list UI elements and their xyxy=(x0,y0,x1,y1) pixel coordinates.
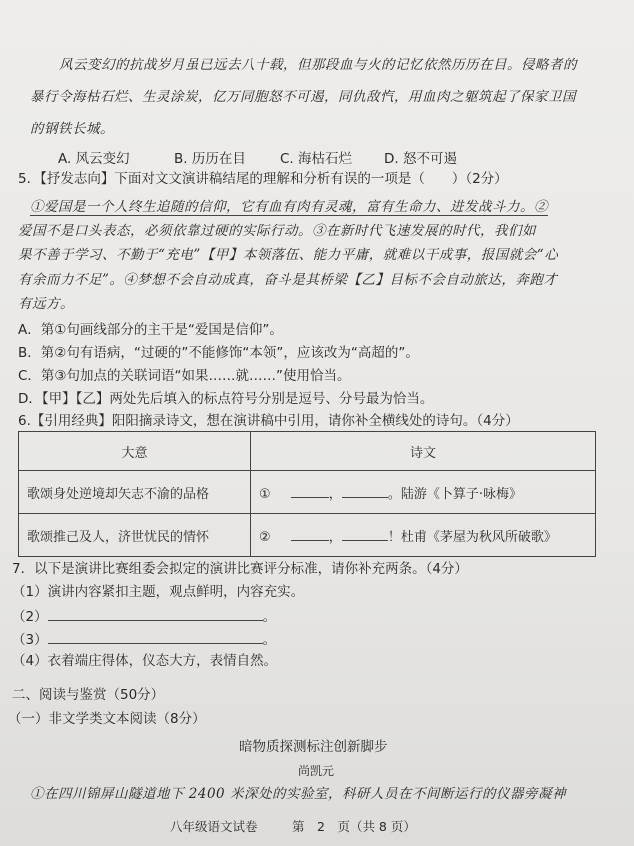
q5-option-a: A．第①句画线部分的主干是“爱国是信仰”。 xyxy=(18,322,283,338)
article-title: 暗物质探测标注创新脚步 xyxy=(239,739,388,755)
answer-blank[interactable] xyxy=(48,606,263,621)
row-separator: ， xyxy=(328,486,342,502)
poem-table xyxy=(18,431,596,557)
table-row xyxy=(19,471,596,514)
poem-table-header xyxy=(19,432,596,471)
passage-line-2: 暴行令海枯石烂、生灵涂炭，亿万同胞怒不可遏，同仇敌忾，用血肉之躯筑起了保家卫国 xyxy=(30,89,576,105)
passage-line-3: 的钢铁长城。 xyxy=(30,121,114,137)
item-number: （2） xyxy=(12,609,48,625)
answer-blank[interactable] xyxy=(342,526,388,541)
header-poem: 诗文 xyxy=(251,432,596,471)
q4-option-d: D. 怒不可遏 xyxy=(384,151,457,167)
q7-item-3 xyxy=(12,629,276,649)
article-author: 尚凯元 xyxy=(298,764,335,778)
q5-text-line-5: 有远方。 xyxy=(18,296,74,312)
table-row xyxy=(19,514,596,557)
row-source: ！杜甫《茅屋为秋风所破歌》 xyxy=(387,529,557,545)
answer-blank[interactable] xyxy=(291,526,329,541)
item-period: 。 xyxy=(262,632,277,648)
q5-underlined-sentence: ①爱国是一个人终生追随的信仰，它有血有肉有灵魂，富有生命力、进发战斗力。② xyxy=(30,199,548,215)
q4-option-a: A. 风云变幻 xyxy=(58,151,130,167)
q4-option-b: B. 历历在目 xyxy=(174,151,246,167)
q5-option-b: B．第②句有语病，“过硬的”不能修饰“本领”，应该改为“高超的”。 xyxy=(18,345,419,361)
q4-option-c: C. 海枯石烂 xyxy=(280,151,353,167)
row-separator: ， xyxy=(328,529,342,545)
row-source: 。陆游《卜算子·咏梅》 xyxy=(387,486,522,502)
q5-text-line-4: 有余而力不足”。④梦想不会自动成真，奋斗是其桥梁【乙】目标不会自动旅达，奔跑才 xyxy=(18,272,558,288)
item-period: 。 xyxy=(262,609,277,625)
section-subtitle: （一）非文学类文本阅读（8分） xyxy=(8,711,206,727)
q5-stem: 5．【抒发志向】下面对文文演讲稿结尾的理解和分析有误的一项是（ ）（2分） xyxy=(18,171,508,187)
row-poem xyxy=(251,471,596,514)
answer-blank[interactable] xyxy=(291,483,329,498)
q5-text-line-1 xyxy=(30,198,548,216)
q5-text-line-2: 爱国不是口头表态，必须依靠过硬的实际行动。③在新时代飞速发展的时代，我们如 xyxy=(18,223,536,239)
item-number: （3） xyxy=(12,632,48,648)
passage-line-1: 风云变幻的抗战岁月虽已远去八十载，但那段血与火的记忆依然历历在目。侵略者的 xyxy=(59,57,577,73)
header-meaning: 大意 xyxy=(19,432,251,471)
q6-stem: 6.【引用经典】阳阳摘录诗文，想在演讲稿中引用，请你补全横线处的诗句。（4分） xyxy=(18,413,519,429)
answer-blank[interactable] xyxy=(48,629,263,644)
section-title: 二、阅读与鉴赏（50分） xyxy=(12,687,165,703)
article-line-1: ①在四川锦屏山隧道地下 2400 米深处的实验室，科研人员在不间断运行的仪器旁凝神 xyxy=(30,786,566,802)
row-meaning: 歌颂推己及人，济世忧民的情怀 xyxy=(19,514,251,557)
row-number: ① xyxy=(259,486,271,502)
q7-stem: 7．以下是演讲比赛组委会拟定的演讲比赛评分标准，请你补充两条。（4分） xyxy=(12,561,468,577)
q7-item-2 xyxy=(12,606,276,626)
footer-title: 八年级语文试卷 xyxy=(170,819,258,834)
q5-option-c: C．第③句加点的关联词语“如果……就……”使用恰当。 xyxy=(18,368,351,384)
q5-option-d: D．【甲】【乙】两处先后填入的标点符号分别是逗号、分号最为恰当。 xyxy=(18,391,434,407)
answer-blank[interactable] xyxy=(342,483,388,498)
row-meaning: 歌颂身处逆境却矢志不渝的品格 xyxy=(19,471,251,514)
row-poem xyxy=(251,514,596,557)
q7-item-4: （4）衣着端庄得体，仪态大方，表情自然。 xyxy=(12,653,278,669)
q5-text-line-3: 果不善于学习、不勤于“充电”【甲】本领落伍、能力平庸，就难以干成事，报国就会“心 xyxy=(18,247,559,263)
row-number: ② xyxy=(259,529,271,545)
page-number: 第 2 页（共 8 页） xyxy=(292,819,416,834)
q7-item-1: （1）演讲内容紧扣主题，观点鲜明，内容充实。 xyxy=(12,584,305,600)
